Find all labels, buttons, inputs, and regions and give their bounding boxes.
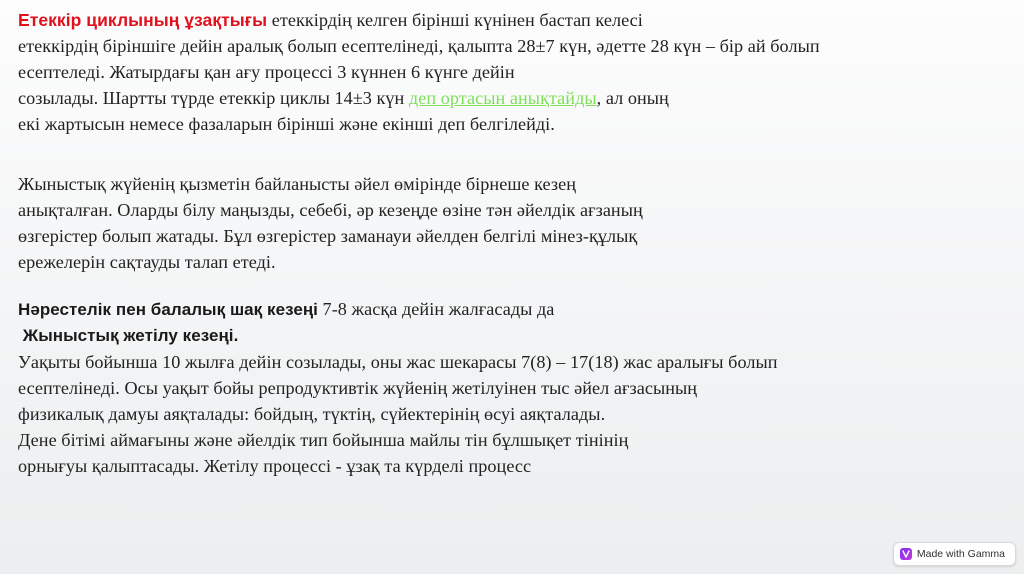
paragraph3-heading2-line xyxy=(18,324,238,347)
paragraph3-heading1-line xyxy=(18,298,554,321)
paragraph1-line2: етеккірдің біріншіге дейін аралық болып есептелінеді, қалыпта 28±7 күн, әдетте 28 күн – бір ай болып xyxy=(18,36,820,56)
paragraph1-line5: екі жартысын немесе фазаларын бірінші және екінші деп белгілейді. xyxy=(18,114,555,134)
middle-definition-link[interactable]: деп ортасын анықтайды xyxy=(408,88,597,108)
paragraph3-line5: орнығуы қалыптасады. Жетілу процессі - ұзақ та күрделі процесс xyxy=(18,456,532,476)
paragraph3-line2: есептелінеді. Осы уақыт бойы репродуктивтік жүйенің жетілуінен тыс әйел ағзасының xyxy=(18,378,698,398)
paragraph1-line1-text: етеккірдің келген бірінші күнінен бастап келесі xyxy=(267,10,643,30)
infancy-childhood-heading: Нәрестелік пен балалық шақ кезеңі xyxy=(18,300,318,319)
badge-label: Made with Gamma xyxy=(916,548,1005,560)
gamma-logo-icon xyxy=(900,548,912,560)
paragraph2-line1: Жыныстық жүйенің қызметін байланысты әйел өмірінде бірнеше кезең xyxy=(18,174,577,194)
paragraph1-line4-post: , ал оның xyxy=(596,88,669,108)
puberty-heading: Жыныстық жетілу кезеңі. xyxy=(18,326,239,345)
paragraph3-line3: физикалық дамуы аяқталады: бойдың, түктің, сүйектерінің өсуі аяқталады. xyxy=(18,404,606,424)
paragraph1-line3: есептеледі. Жатырдағы қан ағу процессі 3 күннен 6 күнге дейін xyxy=(18,62,515,82)
paragraph2-line2: анықталған. Оларды білу маңызды, себебі, әр кезеңде өзіне тән әйелдік ағзаның xyxy=(18,200,643,220)
cycle-duration-title: Етеккір циклының ұзақтығы xyxy=(18,10,268,30)
paragraph3-line4: Дене бітімі аймағыны және әйелдік тип бойынша майлы тін бұлшықет тінінің xyxy=(18,430,629,450)
made-with-gamma-badge[interactable] xyxy=(893,542,1016,566)
paragraph2-line3: өзгерістер болып жатады. Бұл өзгерістер заманауи әйелден белгілі мінез-құлық xyxy=(18,226,638,246)
paragraph2-line4: ережелерін сақтауды талап етеді. xyxy=(18,252,276,272)
paragraph1-line4 xyxy=(18,87,669,109)
slide-content xyxy=(18,0,1008,574)
paragraph3-heading1-rest: 7-8 жасқа дейін жалғасады да xyxy=(317,299,555,319)
paragraph1-line1 xyxy=(18,9,643,31)
paragraph3-line1: Уақыты бойынша 10 жылға дейін созылады, оны жас шекарасы 7(8) – 17(18) жас аралығы болып xyxy=(18,352,778,372)
paragraph1-line4-pre: созылады. Шартты түрде етеккір циклы 14±3 күн xyxy=(18,88,409,108)
